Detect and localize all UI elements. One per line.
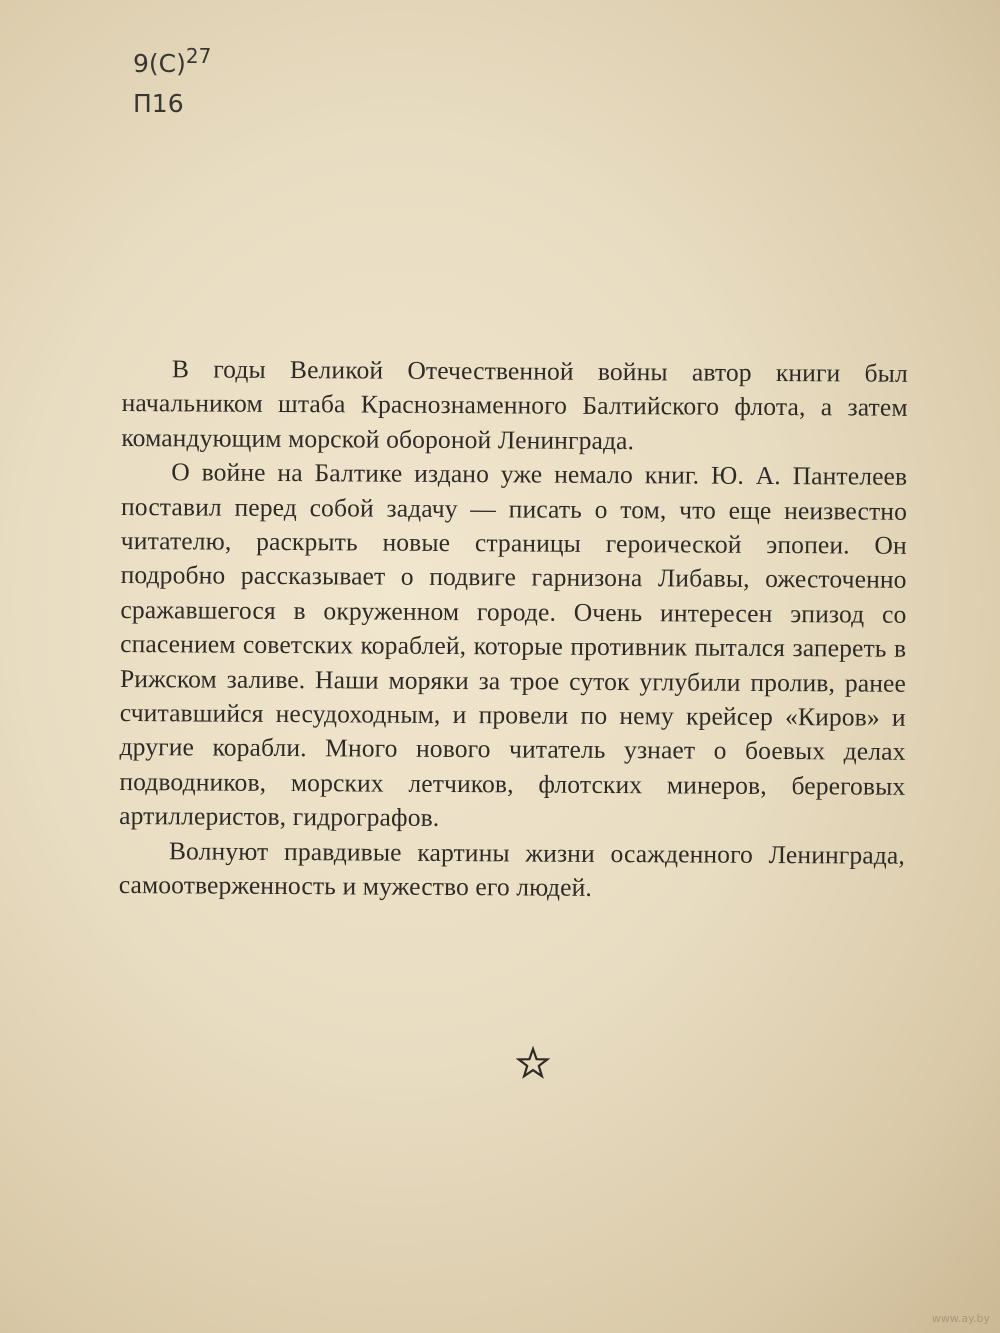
classification-line (133, 36, 211, 84)
watermark: www.ay.by (931, 1312, 990, 1325)
library-index (133, 36, 211, 124)
annotation-paragraph: Волнуют правдивые картины жизни осажденного Ленинграда, самоотверженность и мужество его людей. (118, 835, 906, 902)
classification-superscript: 27 (185, 44, 212, 68)
author-code: П16 (133, 89, 184, 118)
annotation-paragraph: В годы Великой Отечественной войны автор книги был начальником штаба Краснознаменного Балтийского флота, а затем командующим морской обороной Ленинграда. (121, 354, 908, 455)
annotation-paragraph: О войне на Балтике издано уже немало книг. Ю. А. Пантелеев поставил перед собой задачу — писать о том, что еще неизвестно читателю, раскрыть новые страницы героической эпопеи. Он подробно рассказывает о подвиге гарнизона Либавы, ожесточенно сражавшегося в окруженном городе. Очень интересен эпизод со спасением советских кораблей, которые противник пытался запереть в Рижском заливе. Наши моряки за трое суток углубили пролив, ранее считавшийся несудоходным, и провели по нему крейсер «Киров» и другие корабли. Много нового читатель узнает о боевых делах подводников, морских летчиков, флотских минеров, береговых артиллеристов, гидрографов. (119, 457, 908, 833)
annotation-text (119, 352, 908, 907)
star-outline-icon (516, 1046, 550, 1080)
classification-code: 9(С) (133, 49, 186, 78)
